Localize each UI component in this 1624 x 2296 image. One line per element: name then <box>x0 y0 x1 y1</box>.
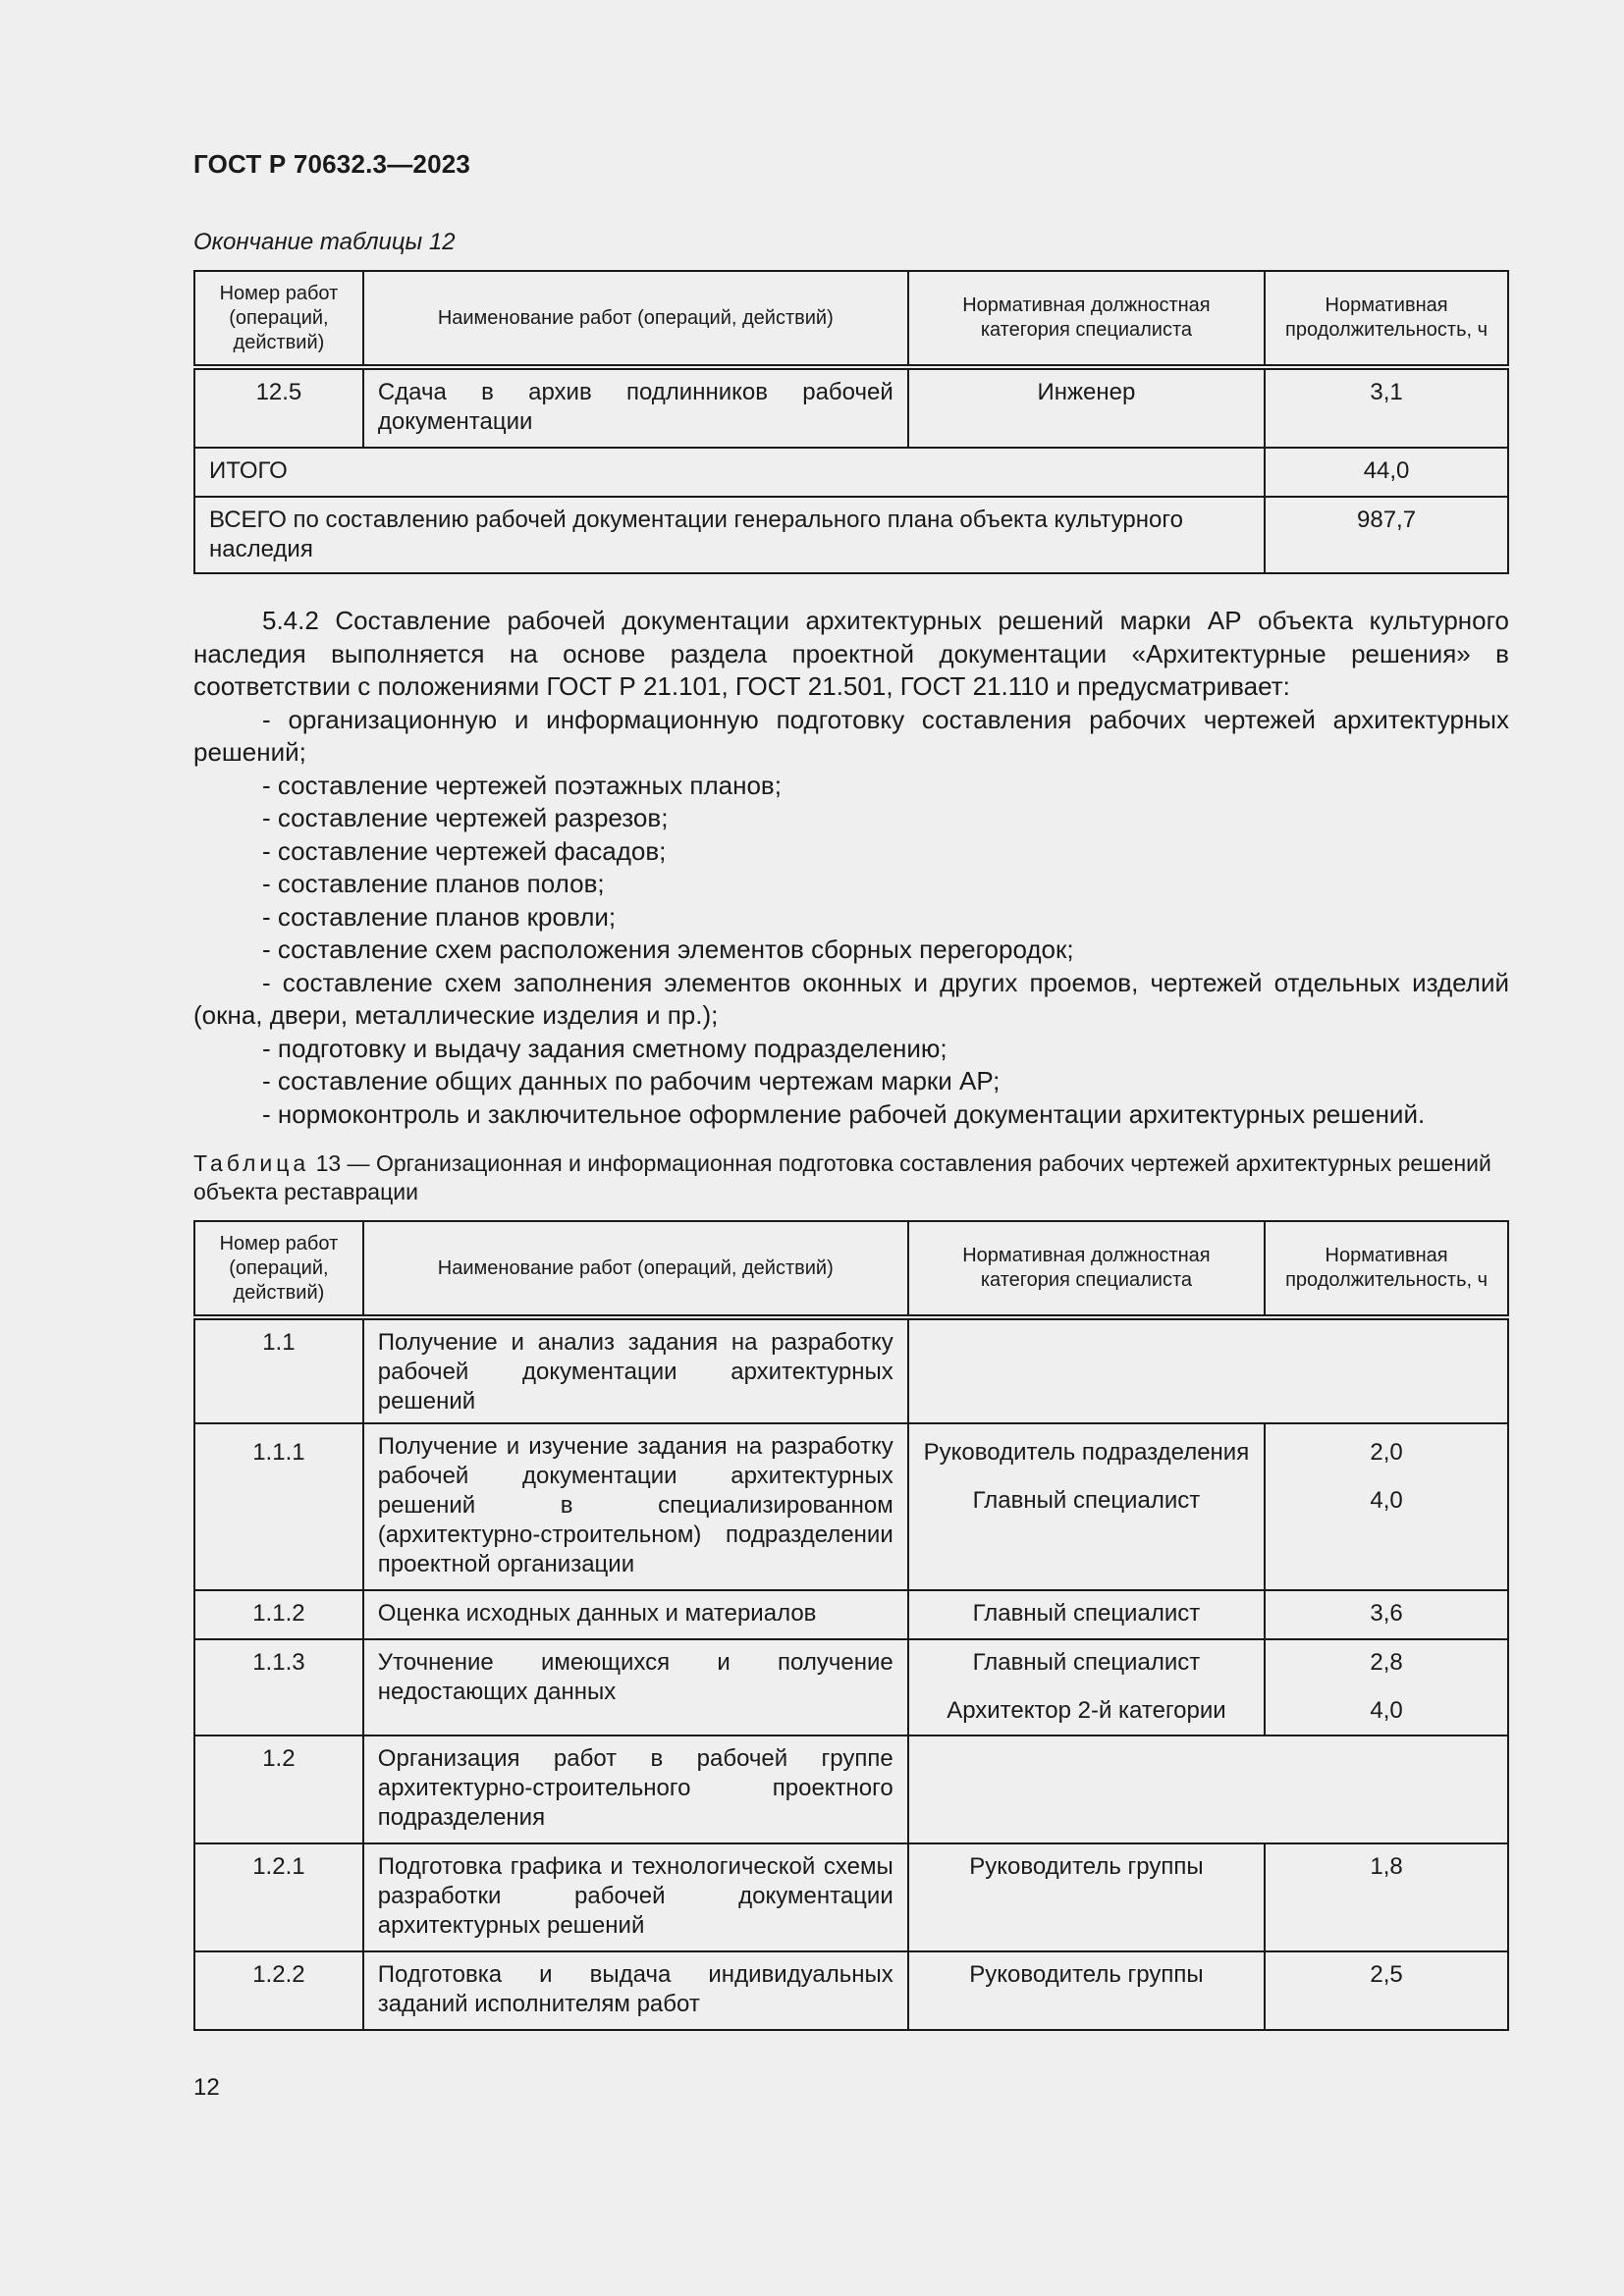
category-2: Главный специалист <box>972 1487 1201 1514</box>
row-category: Руководитель группы <box>908 1951 1265 2030</box>
row-category: Главный специалист <box>908 1590 1265 1639</box>
itogo-value: 44,0 <box>1265 448 1508 497</box>
row-number: 1.1.3 <box>194 1639 363 1735</box>
row-name: Уточнение имеющихся и получение недостающих данных <box>363 1639 908 1735</box>
row-number: 1.2 <box>194 1735 363 1843</box>
table-row <box>194 1843 1508 1951</box>
row-number: 1.1 <box>194 1317 363 1423</box>
col-header-name: Наименование работ (операций, действий) <box>363 271 908 367</box>
list-item: - подготовку и выдачу задания сметному подразделению; <box>262 1033 947 1063</box>
table13-caption-word: Таблица <box>193 1150 310 1176</box>
category-1: Руководитель подразделения <box>923 1439 1250 1466</box>
row-category: Руководитель группы <box>908 1843 1265 1951</box>
row-name: Сдача в архив подлинников рабочей документации <box>363 367 908 448</box>
list-item: - составление чертежей разрезов; <box>262 803 669 832</box>
row-category <box>908 1639 1265 1735</box>
row-name: Организация работ в рабочей группе архитектурно-строительного проектного подразделения <box>363 1735 908 1843</box>
row-number: 1.2.1 <box>194 1843 363 1951</box>
table-row <box>194 367 1508 448</box>
itogo-row <box>194 448 1508 497</box>
table-13 <box>193 1220 1509 2031</box>
row-duration <box>1265 1423 1508 1590</box>
list-item: - нормоконтроль и заключительное оформление рабочей документации архитектурных решений. <box>262 1098 1426 1129</box>
row-name: Подготовка графика и технологической схемы разработки рабочей документации архитектурных решений <box>363 1843 908 1951</box>
col-header-category: Нормативная должностная категория специалиста <box>908 1221 1265 1317</box>
col-header-number: Номер работ (операций, действий) <box>194 1221 363 1317</box>
row-name: Получение и анализ задания на разработку рабочей документации архитектурных решений <box>363 1317 908 1423</box>
table-12 <box>193 270 1509 574</box>
row-name: Получение и изучение задания на разработку рабочей документации архитектурных решений в специализированном (архитектурно-строительном) подразделении проектной организации <box>363 1423 908 1590</box>
table-row <box>194 1317 1508 1423</box>
row-name: Подготовка и выдача индивидуальных заданий исполнителям работ <box>363 1951 908 2030</box>
row-duration: 2,5 <box>1265 1951 1508 2030</box>
col-header-category: Нормативная должностная категория специалиста <box>908 271 1265 367</box>
col-header-name: Наименование работ (операций, действий) <box>363 1221 908 1317</box>
table13-caption-text: 13 — Организационная и информационная подготовка составления рабочих чертежей архитектурных решений объекта реставрации <box>193 1150 1491 1204</box>
row-category <box>908 1423 1265 1590</box>
category-1: Главный специалист <box>972 1649 1201 1676</box>
vsego-label: ВСЕГО по составлению рабочей документации генерального плана объекта культурного наследия <box>194 497 1265 573</box>
duration-2: 4,0 <box>1370 1697 1403 1724</box>
vsego-row <box>194 497 1508 573</box>
col-header-duration: Нормативная продолжительность, ч <box>1265 1221 1508 1317</box>
list-item: - составление чертежей поэтажных планов; <box>262 770 782 800</box>
document-code: ГОСТ Р 70632.3—2023 <box>193 149 471 179</box>
list-item: - составление общих данных по рабочим чертежам марки АР; <box>262 1066 1001 1095</box>
col-header-number: Номер работ (операций, действий) <box>194 271 363 367</box>
duration-2: 4,0 <box>1370 1487 1403 1514</box>
duration-1: 2,8 <box>1370 1649 1403 1676</box>
row-number: 1.2.2 <box>194 1951 363 2030</box>
col-header-duration: Нормативная продолжительность, ч <box>1265 271 1508 367</box>
section-intro: 5.4.2 Составление рабочей документации архитектурных решений марки АР объекта культурного наследия выполняется на основе раздела проектной документации «Архитектурные решения» в соответствии с положениями ГОСТ Р 21.101, ГОСТ 21.501, ГОСТ 21.110 и предусматривает: <box>193 606 1509 701</box>
row-duration: 1,8 <box>1265 1843 1508 1951</box>
row-duration: 3,1 <box>1265 367 1508 448</box>
row-number: 1.1.2 <box>194 1590 363 1639</box>
row-empty <box>908 1735 1508 1843</box>
section-5-4-2 <box>193 605 1509 1131</box>
page-number: 12 <box>193 2074 220 2101</box>
table-row <box>194 1423 1508 1590</box>
row-duration: 3,6 <box>1265 1590 1508 1639</box>
row-name: Оценка исходных данных и материалов <box>363 1590 908 1639</box>
table-row <box>194 1590 1508 1639</box>
row-number: 12.5 <box>194 367 363 448</box>
list-item: - составление планов кровли; <box>262 901 617 932</box>
table12-continuation-caption: Окончание таблицы 12 <box>193 229 456 255</box>
row-duration <box>1265 1639 1508 1735</box>
row-category: Инженер <box>908 367 1265 448</box>
duration-1: 2,0 <box>1370 1439 1403 1466</box>
table-row <box>194 1735 1508 1843</box>
itogo-label: ИТОГО <box>194 448 1265 497</box>
list-item: - составление чертежей фасадов; <box>262 835 667 866</box>
list-item: - организационную и информационную подготовку составления рабочих чертежей архитектурных решений; <box>193 704 1509 767</box>
list-item: - составление схем заполнения элементов оконных и других проемов, чертежей отдельных изделий (окна, двери, металлические изделия и пр.); <box>193 967 1509 1030</box>
vsego-value: 987,7 <box>1265 497 1508 573</box>
table13-caption <box>193 1149 1509 1206</box>
list-item: - составление схем расположения элементов сборных перегородок; <box>262 934 1074 964</box>
table-row <box>194 1951 1508 2030</box>
table-row <box>194 1639 1508 1735</box>
category-2: Архитектор 2-й категории <box>947 1697 1226 1724</box>
list-item: - составление планов полов; <box>262 869 605 898</box>
row-empty <box>908 1317 1508 1423</box>
row-number: 1.1.1 <box>194 1423 363 1590</box>
